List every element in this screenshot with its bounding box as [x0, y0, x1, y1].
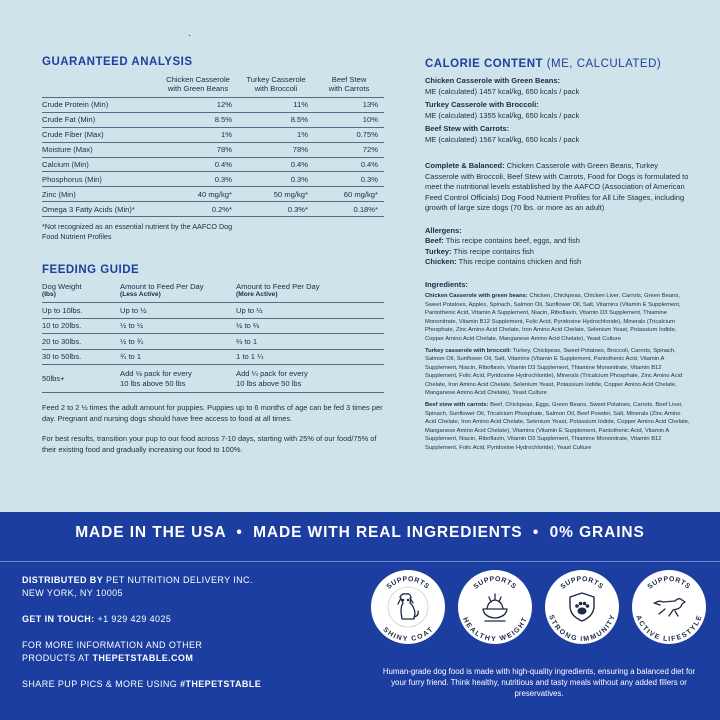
table-row: Omega 3 Fatty Acids (Min)* 0.2%* 0.3%* 0.18%* [42, 202, 384, 217]
table-row: Crude Fat (Min) 8.5% 8.5% 10% [42, 112, 384, 127]
get-in-touch-label: GET IN TOUCH: [22, 614, 95, 625]
feeding-guide-section [42, 264, 384, 456]
ga-col-chicken: Chicken Casserole with Green Beans [166, 75, 230, 94]
fg-col-more-active: Amount to Feed Per Day (More Active) [236, 282, 320, 299]
svg-text:SUPPORTS: SUPPORTS [559, 575, 605, 591]
calorie-list [425, 76, 693, 145]
usa-grains-headline: MADE IN THE USA • MADE WITH REAL INGREDIENTS • 0% GRAINS [75, 524, 645, 541]
svg-text:SUPPORTS: SUPPORTS [646, 575, 692, 591]
ingredients-chicken: Chicken Casserole with green beans: Chicken, Chickpeas, Chicken Liver, Carrots, Green Beans, Sweet Potatoes, Apples, Spinach, Salmon Oil, Sunflower Oil, Salt, Vitamins (Vitamin E Supplement, Pantothenic Acid, Vitamin A Supplement, Niacin, Riboflavin, Vitamin D3 Supplement, Thiamine Mononitrate, Vitamin B12 Supplement, Folic Acid, Pyridoxine Hydrochloride), Minerals (Tricalcium Phosphate, Zinc Amino Acid Chelate, Iron Amino Acid Chelate, Selenium Yeast, Potassium Iodide, Copper Amino Acid Chelate, Manganese Amino Acid Chelate), Yeast Culture [425, 293, 681, 342]
calorie-item-value: ME (calculated) 1457 kcal/kg, 650 kcals / pack [425, 86, 580, 96]
guaranteed-analysis-table [42, 75, 384, 217]
fg-col-less-active: Amount to Feed Per Day (Less Active) [120, 282, 204, 299]
svg-text:STRONG IMMUNITY: STRONG IMMUNITY [547, 614, 617, 644]
calorie-item-value: ME (calculated) 1355 kcal/kg, 650 kcals / pack [425, 110, 580, 120]
badge-strong-immunity [544, 569, 620, 645]
calorie-item-value: ME (calculated) 1567 kcal/kg, 650 kcals / pack [425, 134, 580, 144]
distributor-city: NEW YORK, NY 10005 [22, 588, 123, 599]
guaranteed-analysis-title: GUARANTEED ANALYSIS [42, 56, 193, 68]
ga-col-beef: Beef Stew with Carrots [328, 75, 370, 94]
calorie-title: CALORIE CONTENT [425, 58, 544, 70]
badge-shiny-coat [370, 569, 446, 645]
svg-text:SUPPORTS: SUPPORTS [385, 575, 431, 591]
calorie-title-suffix: (ME, CALCULATED) [543, 58, 662, 70]
contact-block: DISTRIBUTED BY PET NUTRITION DELIVERY INC. NEW YORK, NY 10005 GET IN TOUCH: +1 929 429 4025 FOR MORE INFORMATION AND OTHER PRODUCTS AT THEPETSTABLE.COM SHARE PUP PICS & MORE USING #THEPETSTABLE [22, 574, 352, 691]
table-row: Calcium (Min) 0.4% 0.4% 0.4% [42, 157, 384, 172]
allergens-block: Allergens: Beef: This recipe contains beef, eggs, and fish Turkey: This recipe contains fish Chicken: This recipe contains chicken and fish [425, 225, 582, 267]
svg-text:ACTIVE LIFESTYLE: ACTIVE LIFESTYLE [634, 614, 704, 644]
table-row: Crude Fiber (Max) 1% 1% 0.75% [42, 127, 384, 142]
guaranteed-analysis-section [42, 56, 384, 242]
table-row: Zinc (Min) 40 mg/kg* 50 mg/kg* 60 mg/kg* [42, 187, 384, 202]
table-row: 30 to 50lbs. ¾ to 1 1 to 1 ¼ [42, 349, 384, 365]
ingredients-beef: Beef stew with carrots: Beef, Chickpeas, Eggs, Green Beans, Sweet Potatoes, Carrots, Beef Liver, Spinach, Sunflower Oil, Tricalcium Phosphate, Salmon Oil, Beef Powder, Salt, Minerals (Zinc Amino Acid Chelate, Iron Amino Acid Chelate, Selenium Yeast, Potassium Iodide, Copper Amino Acid Chelate, Manganese Amino Acid Chelate), Vitamins (Vitamin E Supplement, Pantothenic Acid, Vitamin A Supplement, Niacin, Riboflavin, Vitamin D3 Supplement, Thiamine Mononitrate, Vitamin B12 Supplement, Folic Acid, Pyridoxine Hydrochloride), Yeast Culture [425, 402, 690, 451]
complete-balanced-statement: Complete & Balanced: Chicken Casserole with Green Beans, Turkey Casserole with Broccoli, Beef Stew with Carrots, Food for Dogs is formulated to meet the nutritional levels established by the AAFCO (Association of American Feed Control Officials) Dog Food Nutrient Profiles for All Life Stages, including growth of large size dogs (70 lbs. or more as an adult) [425, 161, 689, 213]
benefit-badges [366, 569, 706, 659]
ingredients-turkey: Turkey casserole with broccoli: Turkey, Chickpeas, Sweet Potatoes, Broccoli, Carrots, Spinach, Salmon Oil, Sunflower Oil, Salt, Vitamins (Vitamin E Supplement, Pantothenic Acid, Vitamin A Supplement, Niacin, Riboflavin, Vitamin D3 Supplement, Thiamine Mononitrate, Vitamin B12 Supplement, Folic Acid, Pyridoxine Hydrochloride), Minerals (Tricalcium Phosphate, Zinc Amino Acid Chelate, Iron Amino Acid Chelate, Selenium Yeast, Potassium Iodide, Copper Amino Acid Chelate, Manganese Amino Acid Chelate), Yeast Culture [425, 347, 683, 397]
table-row: Crude Protein (Min) 12% 11% 13% [42, 97, 384, 112]
svg-text:SHINY COAT: SHINY COAT [381, 626, 435, 644]
feeding-guide-table [42, 282, 384, 393]
calorie-item-name: Turkey Casserole with Broccoli: [425, 100, 539, 110]
calorie-content-section [425, 56, 693, 453]
table-row: 20 to 30lbs. ½ to ¾ ⅔ to 1 [42, 334, 384, 350]
badge-active-lifestyle [631, 569, 707, 645]
brand-tagline: Human-grade dog food is made with high-quality ingredients, ensuring a balanced diet for your furry friend. Think healthy, nutritious and tasty meals without any added fillers or preservatives. [382, 667, 696, 699]
calorie-item-name: Beef Stew with Carrots: [425, 124, 510, 134]
top-dot: . [188, 28, 191, 39]
distributed-label: DISTRIBUTED BY [22, 575, 104, 585]
hashtag: #THEPETSTABLE [180, 679, 262, 690]
table-row: Up to 10lbs. Up to ½ Up to ½ [42, 303, 384, 319]
band-divider [0, 561, 720, 562]
more-info-line: FOR MORE INFORMATION AND OTHER [22, 640, 203, 651]
fg-col-weight: Dog Weight (lbs) [42, 282, 82, 299]
calorie-item-name: Chicken Casserole with Green Beans: [425, 76, 561, 86]
feeding-guide-title: FEEDING GUIDE [42, 264, 140, 276]
distributor-name: PET NUTRITION DELIVERY INC. [103, 575, 253, 585]
transition-note: For best results, transition your pup to our food across 7-10 days, starting with 25% of our food/75% of their existing food and gradually increasing our food to 100%. [42, 434, 377, 455]
website-link[interactable]: THEPETSTABLE.COM [92, 653, 194, 664]
table-row: 10 to 20lbs. ½ to ½ ½ to ⅔ [42, 318, 384, 334]
svg-text:SUPPORTS: SUPPORTS [472, 575, 518, 591]
puppy-feeding-note: Feed 2 to 2 ½ times the adult amount for puppies. Puppies up to 6 months of age can be fed 3 times per day. Pregnant and nursing dogs should have free access to food at all times. [42, 403, 383, 423]
badge-healthy-weight [457, 569, 533, 645]
table-row: Moisture (Max) 78% 78% 72% [42, 142, 384, 157]
brand-band [0, 512, 720, 720]
ga-col-turkey: Turkey Casserole with Broccoli [246, 75, 306, 94]
svg-text:HEALTHY WEIGHT: HEALTHY WEIGHT [461, 616, 529, 644]
ingredients-block: Ingredients: Chicken Casserole with green beans: Chicken, Chickpeas, Chicken Liver, Carrots, Green Beans, Sweet Potatoes, Apples, Spinach, Salmon Oil, Sunflower Oil, Salt, Vitamins (Vitamin E Supplement, Pantothenic Acid, Vitamin A Supplement, Niacin, Riboflavin, Vitamin D3 Supplement, Thiamine Mononitrate, Vitamin B12 Supplement, Folic Acid, Pyridoxine Hydrochloride), Minerals (Tricalcium Phosphate, Zinc Amino Acid Chelate, Iron Amino Acid Chelate, Selenium Yeast, Potassium Iodide, Copper Amino Acid Chelate, Manganese Amino Acid Chelate), Yeast Culture Turkey casserole with broccoli: Turkey, Chickpeas, Sweet Potatoes, Broccoli, Carrots, Spinach, Salmon Oil, Sunflower Oil, Salt, Vitamins (Vitamin E Supplement, Pantothenic Acid, Vitamin A Supplement, Niacin, Riboflavin, Vitamin D3 Supplement, Thiamine Mononitrate, Vitamin B12 Supplement, Folic Acid, Pyridoxine Hydrochloride), Minerals (Tricalcium Phosphate, Zinc Amino Acid Chelate, Iron Amino Acid Chelate, Selenium Yeast, Potassium Iodide, Copper Amino Acid Chelate, Manganese Amino Acid Chelate), Yeast Culture Beef stew with carrots: Beef, Chickpeas, Eggs, Green Beans, Sweet Potatoes, Carrots, Beef Liver, Spinach, Sunflower Oil, Tricalcium Phosphate, Salmon Oil, Beef Powder, Salt, Minerals (Zinc Amino Acid Chelate, Iron Amino Acid Chelate, Selenium Yeast, Potassium Iodide, Copper Amino Acid Chelate, Manganese Amino Acid Chelate), Vitamins (Vitamin E Supplement, Pantothenic Acid, Vitamin A Supplement, Niacin, Riboflavin, Vitamin D3 Supplement, Thiamine Mononitrate, Vitamin B12 Supplement, Folic Acid, Pyridoxine Hydrochloride), Yeast Culture [425, 280, 693, 453]
table-row: 50lbs+ Add ⅛ pack for every 10 lbs above 50 lbs Add ¼ pack for every 10 lbs above 50 lbs [42, 365, 384, 393]
table-row: Phosphorus (Min) 0.3% 0.3% 0.3% [42, 172, 384, 187]
aafco-footnote: *Not recognized as an essential nutrient by the AAFCO Dog Food Nutrient Profiles [42, 222, 233, 242]
phone-number[interactable]: +1 929 429 4025 [94, 614, 172, 625]
